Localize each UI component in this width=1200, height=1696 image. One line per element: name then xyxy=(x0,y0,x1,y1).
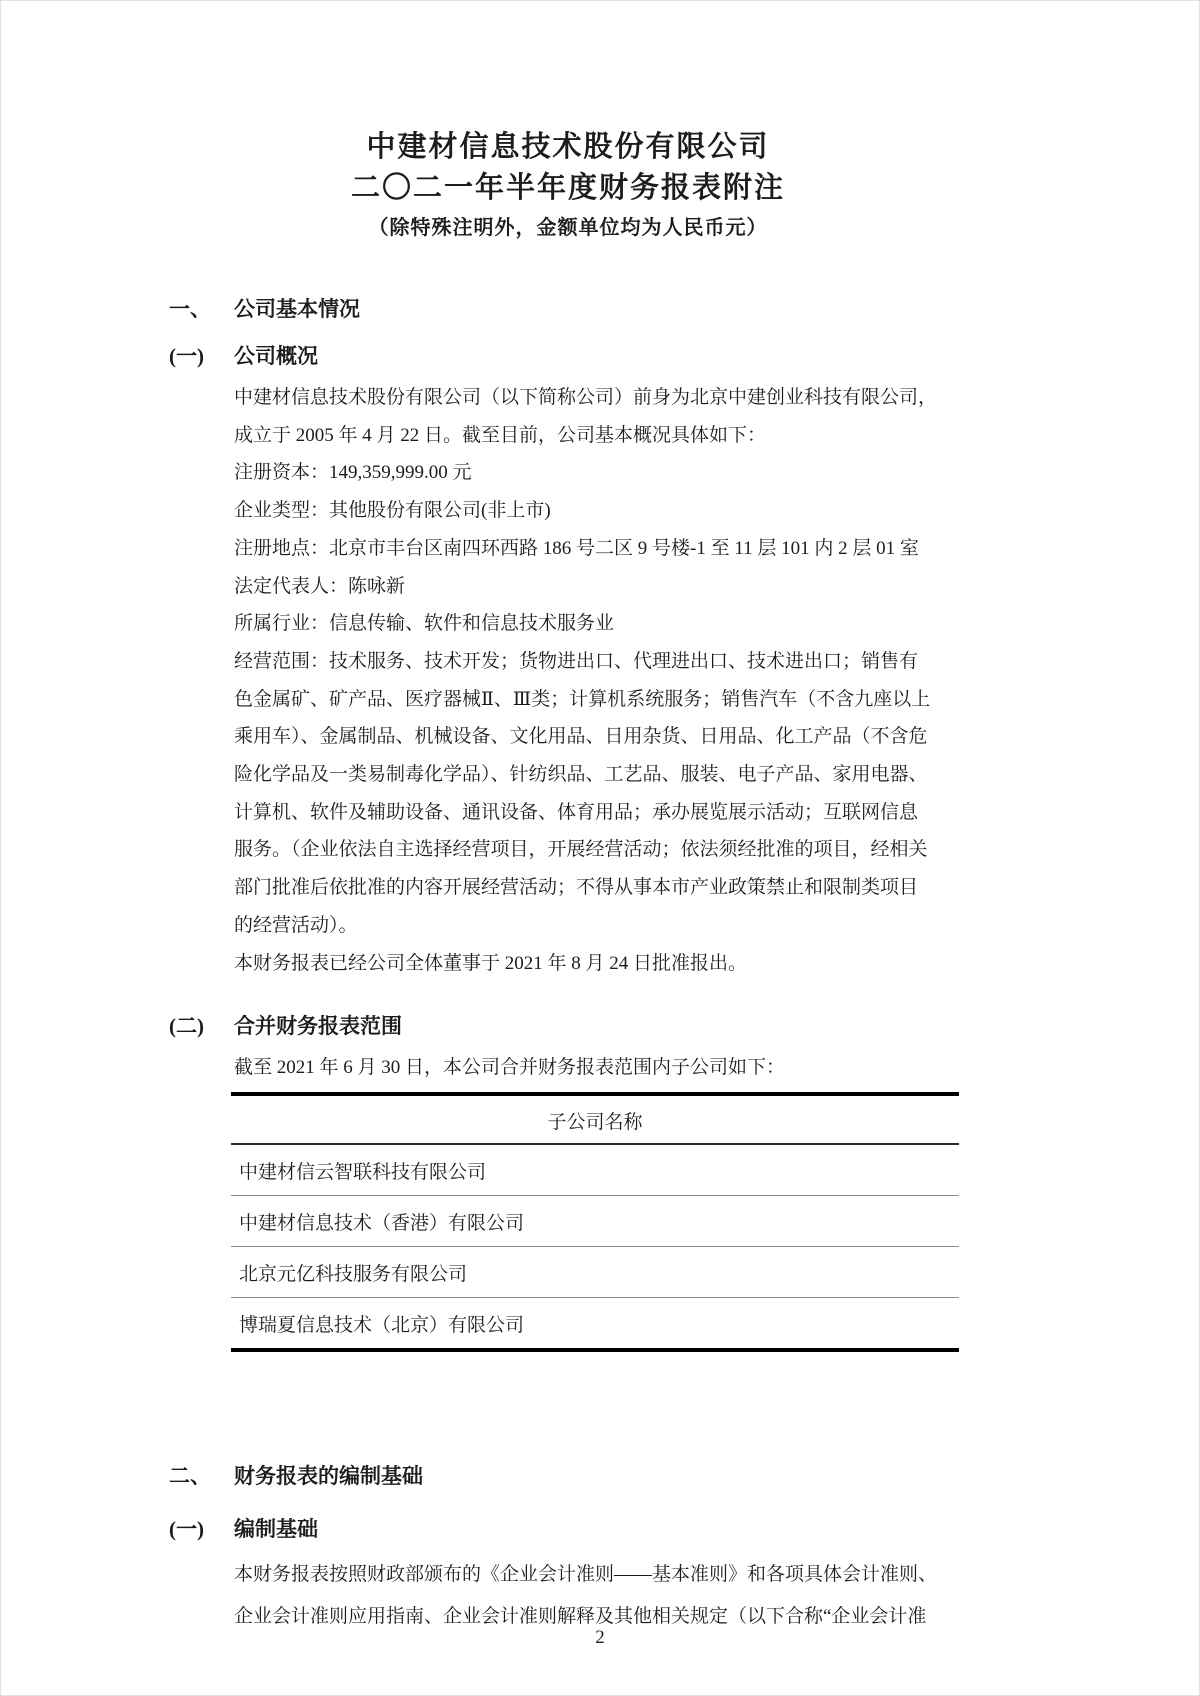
section-1-number: 一、 xyxy=(169,297,211,321)
table-row: 中建材信云智联科技有限公司 xyxy=(231,1145,959,1196)
document-title: 中建材信息技术股份有限公司 xyxy=(366,131,770,163)
paragraph-line: 企业会计准则应用指南、企业会计准则解释及其他相关规定（以下合称“企业会计准 xyxy=(234,1605,927,1627)
preparation-basis-paragraph xyxy=(234,1554,969,1638)
page-number: 2 xyxy=(595,1627,605,1648)
section-1-title: 公司基本情况 xyxy=(234,297,360,321)
table-row: 北京元亿科技服务有限公司 xyxy=(231,1247,959,1298)
business-scope-line: 色金属矿、矿产品、医疗器械Ⅱ、Ⅲ类；计算机系统服务；销售汽车（不含九座以上 xyxy=(234,688,931,710)
legal-representative-line: 法定代表人：陈咏新 xyxy=(234,575,406,597)
paragraph-line: 中建材信息技术股份有限公司（以下简称公司）前身为北京中建创业科技有限公司， xyxy=(234,387,938,408)
business-scope-line: 经营范围：技术服务、技术开发；货物进出口、代理进出口、技术进出口；销售有 xyxy=(234,650,919,672)
subsection-1-1-heading xyxy=(169,342,967,370)
section-2-title: 财务报表的编制基础 xyxy=(234,1463,423,1488)
business-scope-line: 的经营活动）。 xyxy=(234,914,358,936)
section-1-heading xyxy=(169,295,967,323)
approval-date-line: 本财务报表已经公司全体董事于 2021 年 8 月 24 日批准报出。 xyxy=(234,952,748,974)
page-content xyxy=(1,127,1199,1638)
registered-capital-line: 注册资本：149,359,999.00 元 xyxy=(234,462,472,484)
subsection-1-2-title: 合并财务报表范围 xyxy=(234,1014,402,1039)
registered-address-line: 注册地点：北京市丰台区南四环西路 186 号二区 9 号楼-1 至 11 层 101 内 2 层 01 室 xyxy=(234,537,919,559)
section-2-number: 二、 xyxy=(169,1463,211,1488)
subsection-1-1-title: 公司概况 xyxy=(234,344,318,368)
table-header-subsidiary-name: 子公司名称 xyxy=(231,1096,959,1145)
company-overview-paragraph xyxy=(234,379,969,982)
business-scope-line: 险化学品及一类易制毒化学品）、针纺织品、工艺品、服装、电子产品、家用电器、 xyxy=(234,764,928,786)
subsection-1-2-number: (二) xyxy=(169,1014,204,1039)
currency-note: （除特殊注明外，金额单位均为人民币元） xyxy=(368,217,768,239)
paragraph-line: 截至 2021 年 6 月 30 日，本公司合并财务报表范围内子公司如下： xyxy=(234,1057,786,1079)
document-subtitle: 二〇二一年半年度财务报表附注 xyxy=(350,172,785,204)
table-row: 中建材信息技术（香港）有限公司 xyxy=(231,1196,959,1247)
subsection-2-1-title: 编制基础 xyxy=(234,1516,318,1541)
document-header xyxy=(169,127,967,243)
subsection-1-2-heading xyxy=(169,1012,967,1040)
business-scope-line: 部门批准后依批准的内容开展经营活动；不得从事本市产业政策禁止和限制类项目 xyxy=(234,877,919,899)
subsection-2-1-heading xyxy=(169,1515,967,1543)
business-scope-line: 服务。（企业依法自主选择经营项目，开展经营活动；依法须经批准的项目，经相关 xyxy=(234,839,928,861)
subsection-1-1-number: (一) xyxy=(169,344,204,368)
consolidation-scope-intro xyxy=(234,1049,969,1087)
paragraph-line: 本财务报表按照财政部颁布的《企业会计准则——基本准则》和各项具体会计准则、 xyxy=(234,1563,938,1585)
subsidiaries-table xyxy=(231,1092,959,1352)
business-scope-line: 计算机、软件及辅助设备、通讯设备、体育用品；承办展览展示活动；互联网信息 xyxy=(234,801,919,823)
subsection-2-1-number: (一) xyxy=(169,1516,204,1541)
industry-line: 所属行业：信息传输、软件和信息技术服务业 xyxy=(234,613,615,635)
business-scope-line: 乘用车）、金属制品、机械设备、文化用品、日用杂货、日用品、化工产品（不含危 xyxy=(234,726,928,748)
paragraph-line: 成立于 2005 年 4 月 22 日。截至目前，公司基本概况具体如下： xyxy=(234,424,767,446)
enterprise-type-line: 企业类型：其他股份有限公司(非上市) xyxy=(234,500,551,522)
table-row: 博瑞夏信息技术（北京）有限公司 xyxy=(239,1314,525,1336)
section-2-heading xyxy=(169,1462,967,1490)
